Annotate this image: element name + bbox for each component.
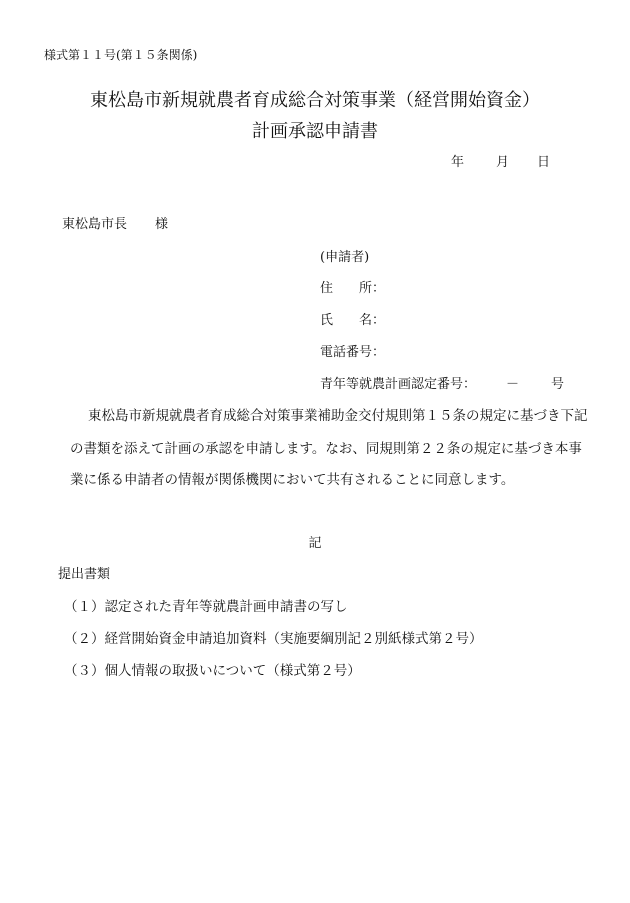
applicant-heading: (申請者) (320, 250, 370, 265)
document-title-line1: 東松島市新規就農者育成総合対策事業（経営開始資金） (90, 90, 540, 111)
document-item: （２）経営開始資金申請追加資料（実施要綱別記２別紙様式第２号） (64, 631, 483, 647)
cert-number-label: 青年等就農計画認定番号： (320, 377, 477, 392)
addressee-name: 東松島市長 (62, 217, 128, 232)
cert-number-suffix: 号 (551, 377, 565, 392)
body-text-line1: 東松島市新規就農者育成総合対策事業補助金交付規則第１５条の規定に基づき下記 (88, 408, 588, 424)
date-month-label: 月 (496, 155, 510, 170)
documents-heading: 提出書類 (58, 567, 111, 582)
form-number: 様式第１１号(第１５条関係) (44, 48, 198, 62)
body-text-line2: の書類を添えて計画の承認を申請します。なお、同規則第２２条の規定に基づき本事 (70, 441, 582, 457)
addressee-honorific: 様 (155, 217, 169, 232)
cert-number-dash: － (506, 377, 520, 392)
applicant-address-label: 住 所： (320, 281, 386, 296)
document-item: （１）認定された青年等就農計画申請書の写し (64, 599, 348, 615)
document-title-line2: 計画承認申請書 (252, 121, 378, 142)
document-item: （３）個人情報の取扱いについて（様式第２号） (64, 663, 361, 679)
date-year-label: 年 (451, 155, 465, 170)
date-day-label: 日 (537, 155, 551, 170)
applicant-name-label: 氏 名： (320, 313, 386, 328)
addressee (62, 213, 168, 232)
applicant-phone-label: 電話番号： (320, 345, 386, 360)
applicant-cert-number (320, 373, 564, 392)
ki-marker: 記 (308, 536, 322, 551)
body-text-line3: 業に係る申請者の情報が関係機関において共有されることに同意します。 (70, 472, 515, 488)
